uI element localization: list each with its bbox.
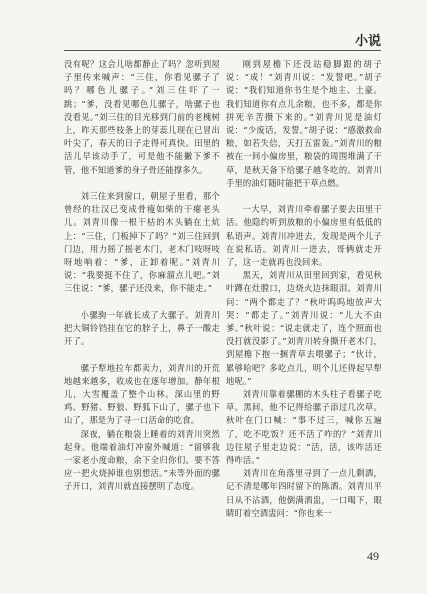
- paragraph: 没有呢？这会儿啥都静止了吗？忽听到屋子里传来喊声：“三住，你看见骡子了吗？哪色儿骡子。”刘三住吓了一跳；“爹，没看见哪色儿骡子，啥骡子也没看见。”刘三住的目光移到门前的老槐树上，昨天那些枝条上的芽蕊儿现在已冒出叶尖了，春天的日子走得可真快。田里的活儿早该动手了，可是他不能撇下爹不管，他不知道爹的身子骨还能撑多久。: [64, 59, 220, 175]
- paragraph: 刘青川靠着骡棚的木头柱子看骡子吃草。黑间，他不记得给骡子添过几次草。秋叶在门口喊：“事不过三，喊你五遍了，吃不吃饭？还不活了咋的？”刘青川边往屋子里走边说：“活，活，该咋活还得咋活。”: [226, 389, 382, 466]
- page-header: [0, 0, 427, 54]
- right-column: [226, 58, 382, 520]
- paragraph: 一大早，刘青川牵着骡子要去田里干活。他隐约听到放粮的小偏房里有低低的私语声。刘青川冲进去，发现是两个儿子在说私话。刘青川一进去，哥俩就走开了，这一走就再也没回来。: [226, 204, 382, 268]
- section-label: 小说: [354, 34, 381, 49]
- page-number: 49: [367, 549, 379, 563]
- paragraph: 刘青川在角落里寻到了一点儿剩酒，记不清是哪年四时留下的陈酒。刘青川平日从不沾酒，他倒满酒盅，一口喝下，眼睛盯着空酒盅问：“你也来一: [226, 468, 382, 518]
- paragraph: 刘三住来到窗口，朝屋子里看，那个曾经的壮汉已变成骨瘦如柴的干瘪老头儿。刘青川像一根干枯的木头躺在土炕上：“三住，门板掉下了吗？”刘三住回到门边，用力摇了摇老木门，老木门吱呀吱呀地响着：“爹，正卸着呢。”刘青川说：“我要挺不住了，你麻溜点儿吧。”刘三住说：“爹，骡子还没来，你不能走。”: [64, 191, 220, 294]
- paragraph: 骡子犁地拉车都卖力，刘青川的开荒地越来越多，收成也在逐年增加。静年根儿，大雪覆盖了整个山林。深山里的野鸡、野猪、野狼、野狐下山了，骡子也下山了，那是为了寻一口活命的吃食。: [64, 362, 220, 426]
- paragraph: 深夜，躺在粮袋上睡着的刘青川突然起身。他端着油灯冲窗外喊道：“留够我一家老小度命粮，余下全归你们。要不答应一把火烧掉谁也别想活。”未等外面的骡子开口，刘青川就直接摆明了态度。: [64, 428, 220, 492]
- paragraph: 小骡驹一年就长成了大骡子。刘青川把大铜铃铛挂在它的脖子上，鼻子一酸走开了。: [64, 309, 220, 347]
- left-column: [64, 58, 220, 494]
- header-rule: [64, 50, 381, 51]
- paragraph: 刚到屋檐下还没站稳脚跟的胡子说：“成！”刘青川说：“发誓吧。”胡子说：“我们知道你书生是个地主、土豪。我们知道你有点儿余粮，也不多，都是你拼死辛苦攒下来的。”刘青川见是油灯说：“少废话，发誓。”胡子说：“感激救命粮，如若失信，天打五雷轰。”刘青川的粮被在一间小偏房里，粮袋的周围堆满了干草，是秋天备下给骡子越冬吃的。刘青川手里的油灯随时能把干草点燃。: [226, 59, 382, 188]
- paragraph: 黑天，刘青川从田里回到家，看见秋叶蹲在灶膛口，边烧火边抹眼泪。刘青川问：“两个都走了？”秋叶呜呜地放声大哭：“都走了。”刘青川说：“儿大不由爹。”秋叶说：“说走就走了，连个照面也没打就没影了。”刘青川转身撕开老木门，到屋檐下抱一捆青草去喂骡子；“伙计，累够哈吧？多吃点儿，明个儿还得起早犁地呢。”: [226, 270, 382, 386]
